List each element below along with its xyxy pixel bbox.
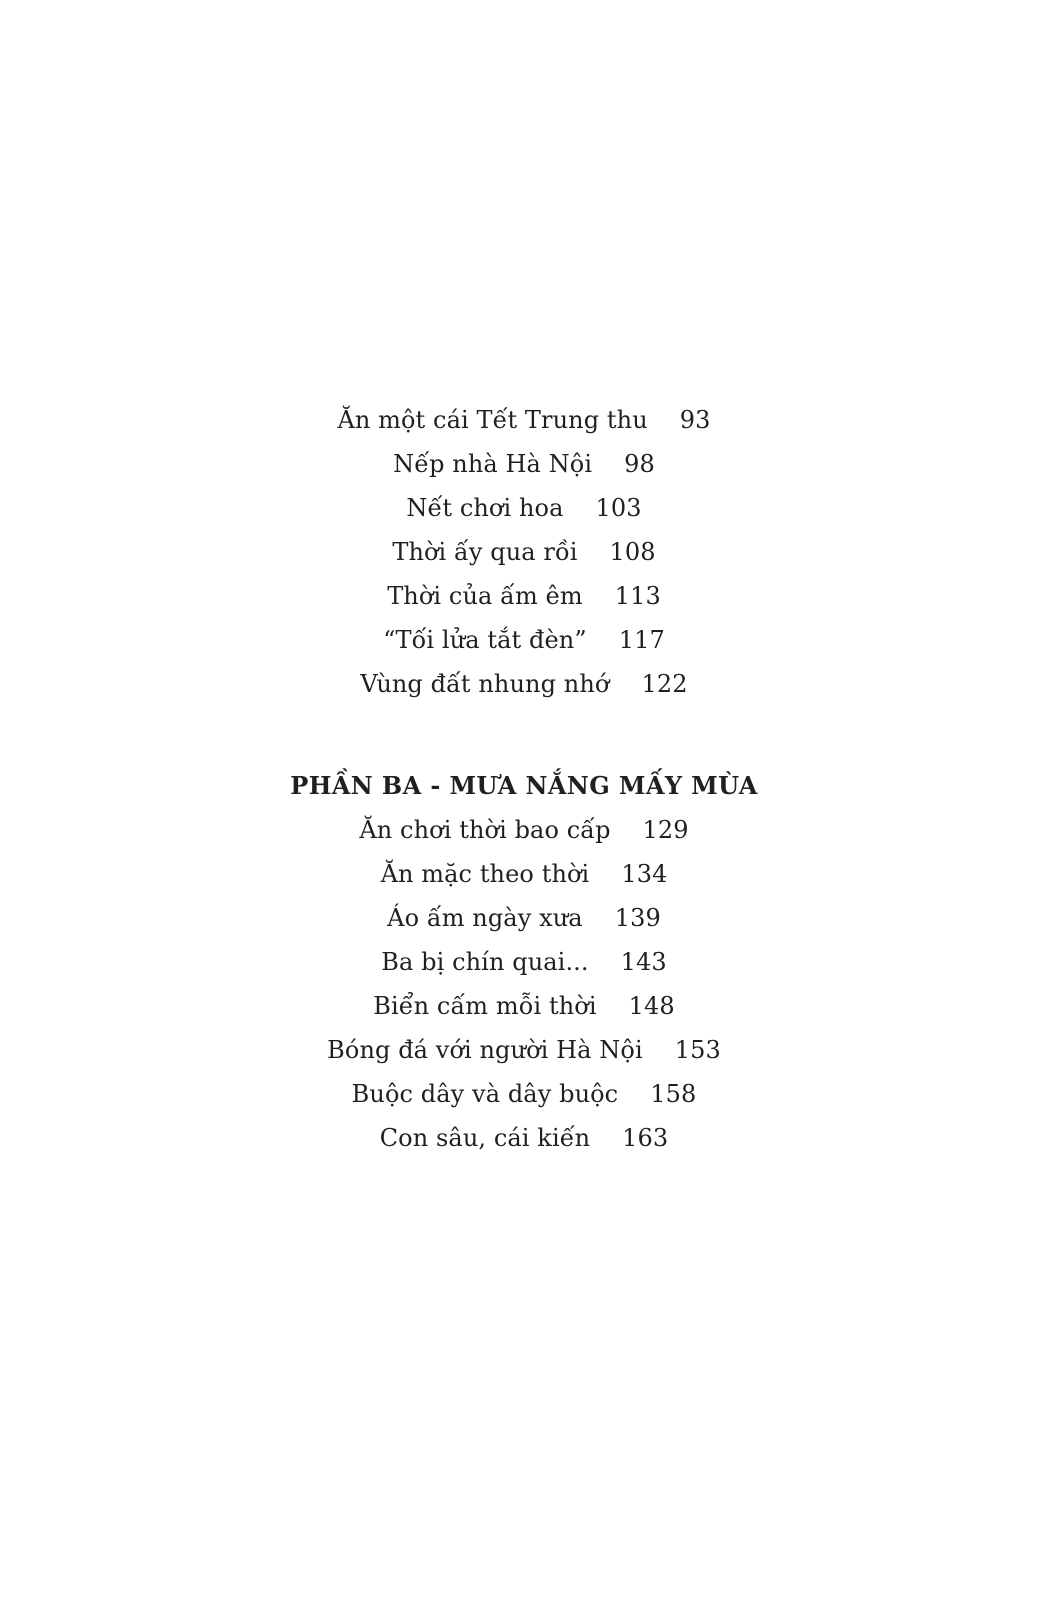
toc-entry-page: 113 (614, 582, 661, 610)
toc-entry-title: Vùng đất nhung nhớ (360, 670, 610, 698)
toc-entry (0, 442, 1048, 486)
toc-entry-page: 148 (628, 992, 675, 1020)
toc-entry-page: 93 (679, 406, 711, 434)
toc-entry-page: 139 (614, 904, 661, 932)
toc-entry (0, 618, 1048, 662)
toc-entry-title: Biển cấm mỗi thời (373, 992, 597, 1020)
toc-entry (0, 984, 1048, 1028)
toc-entry-title: Nếp nhà Hà Nội (393, 450, 593, 478)
toc-entry (0, 940, 1048, 984)
toc-entry (0, 808, 1048, 852)
toc-entry-page: 163 (622, 1124, 669, 1152)
toc-entry-title: Buộc dây và dây buộc (351, 1080, 619, 1108)
toc-entry-page: 143 (620, 948, 667, 976)
toc-entry-title: Nết chơi hoa (406, 494, 564, 522)
toc-entry-title: Thời của ấm êm (387, 582, 583, 610)
section-heading: PHẦN BA - MƯA NẮNG MẤY MÙA (290, 771, 758, 800)
toc-entry-title: Bóng đá với người Hà Nội (327, 1036, 643, 1064)
toc-entry-title: Ăn mặc theo thời (380, 860, 590, 888)
toc-entry (0, 1028, 1048, 1072)
toc-entry-page: 158 (650, 1080, 697, 1108)
toc-entry-page: 153 (674, 1036, 721, 1064)
toc-entry (0, 574, 1048, 618)
toc-entry-title: Thời ấy qua rồi (392, 538, 578, 566)
toc-part-three (0, 764, 1048, 1160)
toc-entry-page: 108 (609, 538, 656, 566)
toc-entry-title: Con sâu, cái kiến (379, 1124, 591, 1152)
toc-entry-page: 103 (595, 494, 642, 522)
toc-entry-page: 134 (621, 860, 668, 888)
toc-entry-title: Áo ấm ngày xưa (387, 904, 583, 932)
toc-entry (0, 486, 1048, 530)
toc-entry (0, 1072, 1048, 1116)
toc-entry (0, 530, 1048, 574)
toc-entry (0, 1116, 1048, 1160)
toc-entry-title: Ăn một cái Tết Trung thu (337, 406, 648, 434)
toc-part-two-continued (0, 398, 1048, 706)
toc-entry-page: 122 (641, 670, 688, 698)
toc-entry-page: 129 (642, 816, 689, 844)
toc-entry-title: Ăn chơi thời bao cấp (359, 816, 611, 844)
toc-entry-title: Ba bị chín quai... (381, 948, 589, 976)
toc-entry-page: 117 (618, 626, 665, 654)
toc-entry-page: 98 (624, 450, 655, 478)
toc-entry-title: “Tối lửa tắt đèn” (383, 626, 587, 654)
toc-entry (0, 852, 1048, 896)
toc-entry (0, 398, 1048, 442)
toc-entry (0, 896, 1048, 940)
toc-entry (0, 662, 1048, 706)
